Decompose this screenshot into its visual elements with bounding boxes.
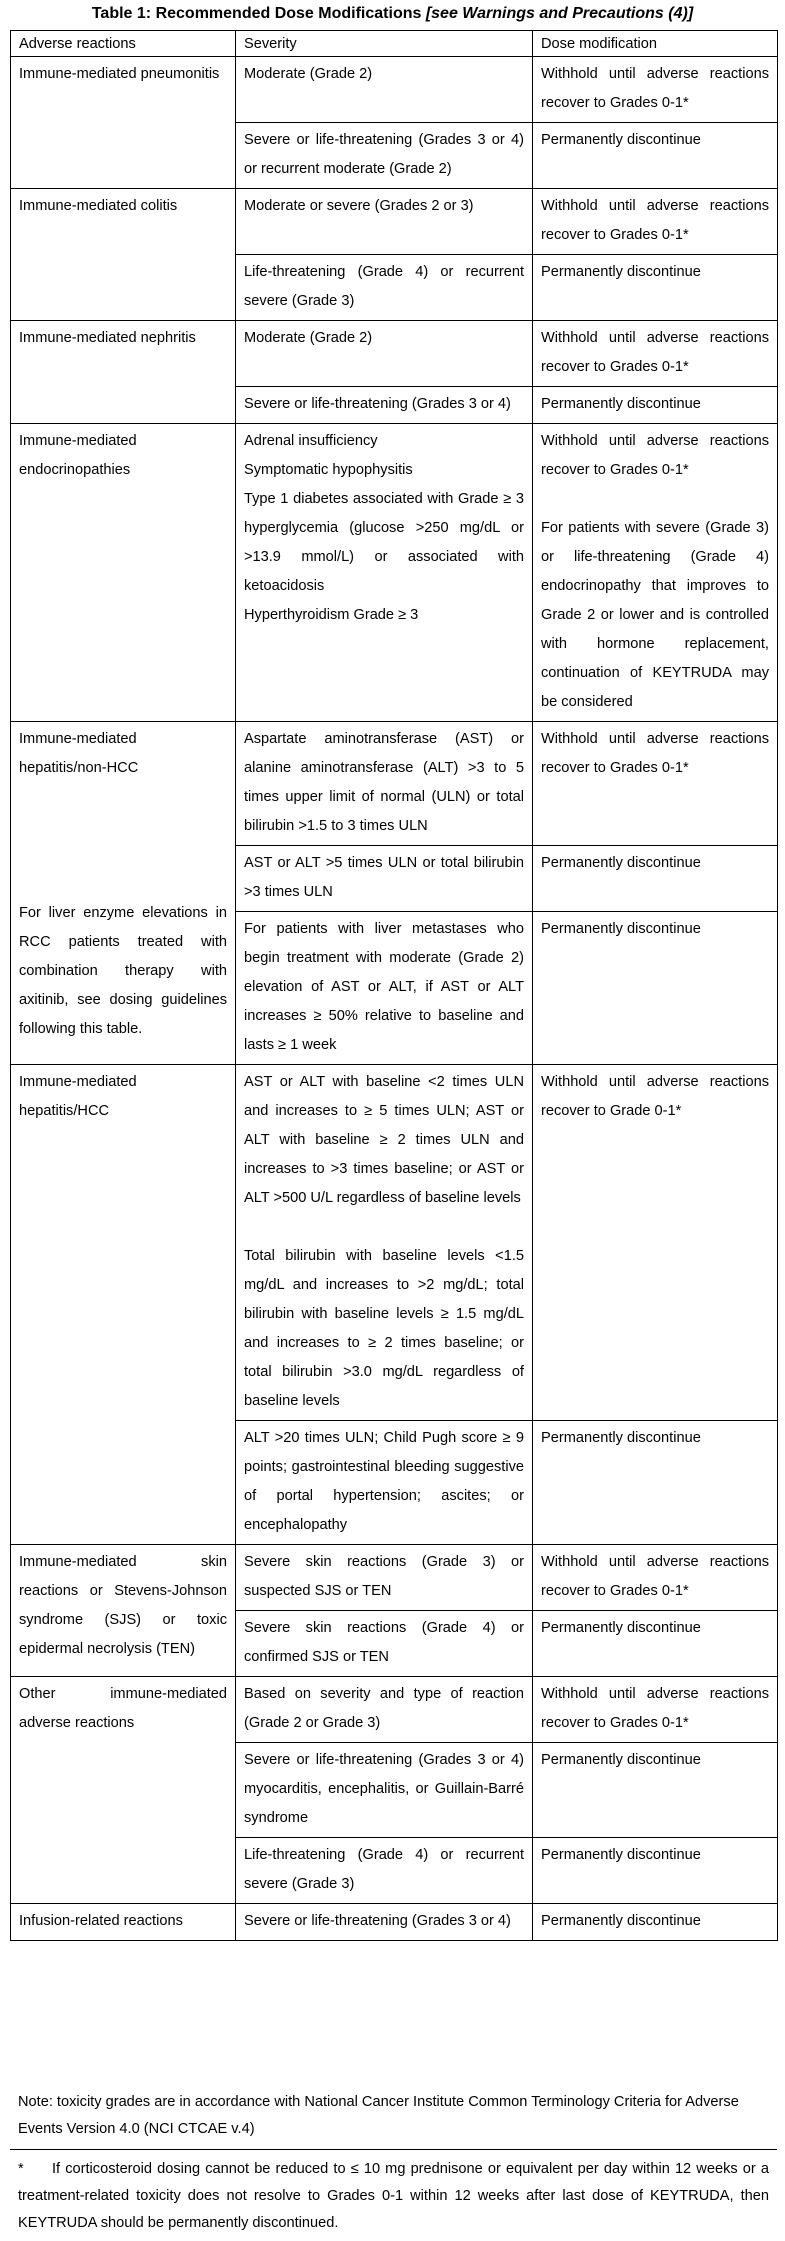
table-row [11,57,778,123]
dose-modification-text: Withhold until adverse reactions recover to Grades 0-1* [541,1554,769,1599]
severity-cell [236,1611,533,1677]
dose-modification-text: Withhold until adverse reactions recover to Grades 0-1* [541,433,769,478]
toxicity-grade-note: Note: toxicity grades are in accordance with National Cancer Institute Common Terminology Criteria for Adverse Events Version 4.0 (NCI CTCAE v.4) [10,2083,777,2150]
adverse-reaction-text [19,841,227,870]
dose-modification-text: Withhold until adverse reactions recover to Grades 0-1* [541,66,769,111]
severity-text: Moderate (Grade 2) [244,66,373,82]
adverse-reaction-cell [11,189,236,321]
severity-text: Life-threatening (Grade 4) or recurrent severe (Grade 3) [244,1847,524,1892]
dose-modification-cell [533,1743,778,1838]
severity-text: Severe skin reactions (Grade 3) or suspected SJS or TEN [244,1554,524,1599]
severity-cell [236,387,533,424]
severity-text [244,1213,524,1242]
adverse-reaction-text: Infusion-related reactions [19,1913,183,1929]
dose-modification-text: Permanently discontinue [541,132,701,148]
severity-text: Severe or life-threatening (Grades 3 or 4) [244,1913,511,1929]
severity-text: Total bilirubin with baseline levels <1.5 mg/dL and increases to >2 mg/dL; total bilirubin with baseline levels ≥ 1.5 mg/dL and increases to ≥ 2 times baseline; or total bilirubin >3.0 mg/dL regardless of baseline levels [244,1248,524,1409]
table-notes [10,2083,777,2237]
severity-text: Moderate (Grade 2) [244,330,373,346]
dose-modification-text: Withhold until adverse reactions recover to Grades 0-1* [541,1686,769,1731]
severity-text: Moderate or severe (Grades 2 or 3) [244,198,474,214]
severity-cell [236,255,533,321]
dose-modification-text: Withhold until adverse reactions recover to Grades 0-1* [541,330,769,375]
dose-modification-text: For patients with severe (Grade 3) or life-threatening (Grade 4) endocrinopathy that improves to Grade 2 or lower and is controlled with hormone replacement, continuation of KEYTRUDA may be considered [541,520,769,710]
adverse-reaction-text [19,870,227,899]
dose-modification-text: Permanently discontinue [541,1847,701,1863]
adverse-reaction-cell [11,1677,236,1904]
dose-modification-cell [533,1545,778,1611]
severity-cell [236,189,533,255]
adverse-reaction-text: Immune-mediated endocrinopathies [19,433,137,478]
dose-modification-text: Permanently discontinue [541,1752,701,1768]
dose-modification-text: Permanently discontinue [541,1430,701,1446]
severity-text: Adrenal insufficiency [244,433,378,449]
header-row [11,31,778,57]
dose-modification-cell [533,1904,778,1941]
dose-modification-cell [533,255,778,321]
severity-text: Symptomatic hypophysitis [244,462,413,478]
footnote-marker: * [18,2161,24,2177]
adverse-reaction-cell [11,1545,236,1677]
dose-modifications-table [10,30,778,1941]
table-title-main: Table 1: Recommended Dose Modifications [91,5,426,22]
severity-cell [236,1421,533,1545]
dose-modification-text: Permanently discontinue [541,855,701,871]
header-dose-modification: Dose modification [533,31,778,57]
severity-cell [236,1677,533,1743]
table-row [11,722,778,846]
adverse-reaction-cell [11,321,236,424]
adverse-reaction-cell [11,424,236,722]
dose-modification-text: Withhold until adverse reactions recover to Grade 0-1* [541,1074,769,1119]
severity-text: AST or ALT with baseline <2 times ULN and increases to ≥ 5 times ULN; AST or ALT with baseline ≥ 2 times ULN and increases to >3 times baseline; or AST or ALT >500 U/L regardless of baseline levels [244,1074,524,1206]
severity-text: Severe or life-threatening (Grades 3 or 4) [244,396,511,412]
severity-cell [236,1904,533,1941]
footnote-text: If corticosteroid dosing cannot be reduced to ≤ 10 mg prednisone or equivalent per day within 12 weeks or a treatment-related toxicity does not resolve to Grades 0-1 within 12 weeks after last dose of KEYTRUDA, then KEYTRUDA should be permanently discontinued. [18,2161,769,2231]
dose-modification-text: Withhold until adverse reactions recover to Grades 0-1* [541,731,769,776]
adverse-reaction-cell [11,1904,236,1941]
dose-modification-cell [533,722,778,846]
severity-cell [236,1065,533,1421]
header-adverse-reactions: Adverse reactions [11,31,236,57]
severity-text: For patients with liver metastases who begin treatment with moderate (Grade 2) elevation of AST or ALT, if AST or ALT increases ≥ 50% relative to baseline and lasts ≥ 1 week [244,921,524,1053]
dose-modification-cell [533,1677,778,1743]
severity-cell [236,1743,533,1838]
table-title-reference: [see Warnings and Precautions (4)] [425,5,694,22]
severity-text: Severe skin reactions (Grade 4) or confirmed SJS or TEN [244,1620,524,1665]
table-row [11,1065,778,1421]
dose-modification-cell [533,189,778,255]
adverse-reaction-text: Immune-mediated skin reactions or Stevens-Johnson syndrome (SJS) or toxic epidermal necrolysis (TEN) [19,1554,227,1657]
adverse-reaction-text: Immune-mediated colitis [19,198,178,214]
dose-modification-cell [533,846,778,912]
dose-modification-cell [533,1838,778,1904]
adverse-reaction-text: Immune-mediated pneumonitis [19,66,220,82]
severity-text: ALT >20 times ULN; Child Pugh score ≥ 9 points; gastrointestinal bleeding suggestive of portal hypertension; ascites; or encephalopathy [244,1430,524,1533]
table-body [11,57,778,1941]
dose-modification-cell [533,321,778,387]
table-row [11,1904,778,1941]
corticosteroid-footnote [10,2150,777,2237]
dose-modification-text: Withhold until adverse reactions recover to Grades 0-1* [541,198,769,243]
dose-modification-cell [533,123,778,189]
adverse-reaction-text: Immune-mediated hepatitis/non-HCC [19,731,139,776]
severity-text: Aspartate aminotransferase (AST) or alanine aminotransferase (ALT) >3 to 5 times upper limit of normal (ULN) or total bilirubin >1.5 to 3 times ULN [244,731,524,834]
severity-cell [236,321,533,387]
severity-text: AST or ALT >5 times ULN or total bilirubin >3 times ULN [244,855,524,900]
table-row [11,424,778,722]
adverse-reaction-text: Immune-mediated nephritis [19,330,196,346]
dose-modification-cell [533,57,778,123]
severity-cell [236,722,533,846]
severity-cell [236,846,533,912]
dose-modification-text: Permanently discontinue [541,396,701,412]
dose-modification-cell [533,1421,778,1545]
severity-text: Type 1 diabetes associated with Grade ≥ 3 hyperglycemia (glucose >250 mg/dL or >13.9 mmol/L) or associated with ketoacidosis [244,491,524,594]
dose-modification-cell [533,387,778,424]
adverse-reaction-text: Other immune-mediated adverse reactions [19,1686,227,1731]
dose-modification-text: Permanently discontinue [541,1620,701,1636]
header-severity: Severity [236,31,533,57]
severity-text: Severe or life-threatening (Grades 3 or 4) or recurrent moderate (Grade 2) [244,132,524,177]
severity-text: Life-threatening (Grade 4) or recurrent severe (Grade 3) [244,264,524,309]
adverse-reaction-cell [11,722,236,1065]
dose-modification-cell [533,424,778,722]
dose-modification-cell [533,1611,778,1677]
table-title [0,4,785,24]
adverse-reaction-cell [11,1065,236,1545]
severity-cell [236,57,533,123]
table-row [11,1677,778,1743]
severity-cell [236,1545,533,1611]
severity-cell [236,912,533,1065]
dose-modification-text [541,485,769,514]
severity-cell [236,424,533,722]
adverse-reaction-text: Immune-mediated hepatitis/HCC [19,1074,137,1119]
adverse-reaction-cell [11,57,236,189]
adverse-reaction-text [19,783,227,812]
severity-text: Hyperthyroidism Grade ≥ 3 [244,607,419,623]
dose-modification-cell [533,912,778,1065]
adverse-reaction-text [19,812,227,841]
table-row [11,189,778,255]
severity-text: Severe or life-threatening (Grades 3 or 4) myocarditis, encephalitis, or Guillain-Barré syndrome [244,1752,524,1826]
dose-modification-text: Permanently discontinue [541,1913,701,1929]
severity-cell [236,123,533,189]
dose-modification-cell [533,1065,778,1421]
severity-cell [236,1838,533,1904]
dose-modification-text: Permanently discontinue [541,264,701,280]
table-row [11,1545,778,1611]
table-row [11,321,778,387]
adverse-reaction-text: For liver enzyme elevations in RCC patients treated with combination therapy with axitinib, see dosing guidelines following this table. [19,905,227,1037]
severity-text: Based on severity and type of reaction (Grade 2 or Grade 3) [244,1686,524,1731]
dose-modification-text: Permanently discontinue [541,921,701,937]
